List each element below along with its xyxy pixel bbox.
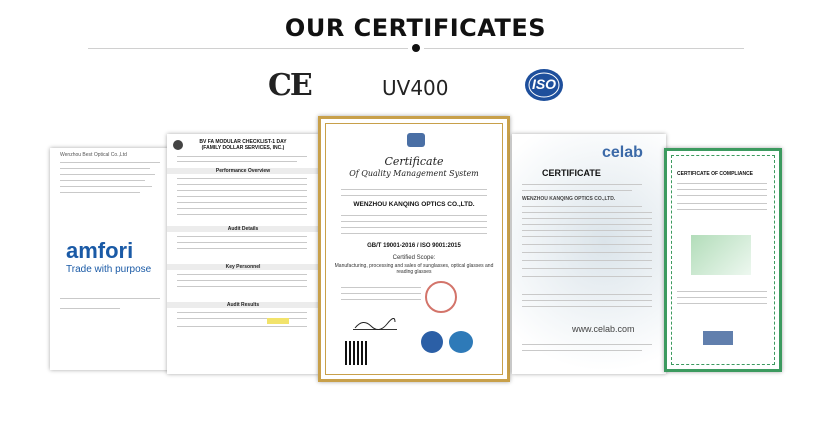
title-divider-left — [88, 48, 408, 49]
title-divider-right — [424, 48, 744, 49]
iaf-logo-icon — [421, 331, 443, 353]
certificate-amfori — [50, 148, 170, 370]
celab-company: WENZHOU KANQING OPTICS CO.,LTD. — [522, 196, 616, 202]
iso-company: WENZHOU KANQING OPTICS CO.,LTD. — [353, 201, 475, 208]
bv-title: BV FA MODULAR CHECKLIST-1 DAY — [199, 139, 287, 145]
certificate-celab — [512, 134, 666, 374]
bv-section-performance: Performance Overview — [167, 168, 319, 174]
bv-logo-icon — [173, 140, 183, 150]
certificate-iso — [318, 116, 510, 382]
ec-watermark — [691, 235, 751, 275]
page-title: OUR CERTIFICATES — [284, 14, 547, 42]
amfori-logo: amfori — [66, 238, 134, 263]
uv400-label: UV400 — [382, 76, 449, 100]
bv-section-results: Audit Results — [167, 302, 319, 308]
celab-url: www.celab.com — [572, 324, 635, 334]
iso-red-stamp — [425, 281, 457, 313]
bv-section-audit: Audit Details — [167, 226, 319, 232]
iso-emblem-icon — [407, 133, 425, 147]
iso-scope-label: Certified Scope: — [392, 255, 436, 261]
bv-highlight — [267, 318, 289, 324]
bv-subtitle: (FAMILY DOLLAR SERVICES, INC.) — [201, 145, 285, 151]
iso-standard: GB/T 19001-2016 / ISO 9001:2015 — [367, 243, 461, 249]
ce-mark: CE — [268, 68, 311, 103]
iso-cert-subtitle: Of Quality Management System — [349, 169, 479, 178]
cnas-logo-icon — [449, 331, 473, 353]
amfori-tagline: Trade with purpose — [66, 264, 152, 275]
iso-logo — [524, 68, 564, 107]
iso-cert-title: Certificate — [384, 155, 444, 168]
certificate-ec — [664, 148, 782, 372]
certificate-bv — [167, 134, 319, 374]
iso-scope-text: Manufacturing, processing and sales of sunglasses, optical glasses and reading glasses — [334, 263, 494, 275]
title-dot — [412, 44, 420, 52]
amfori-company: Wenzhou Best Optical Co.,Ltd — [60, 152, 127, 158]
bv-section-personnel: Key Personnel — [167, 264, 319, 270]
ec-stamp — [703, 331, 733, 345]
qr-code-icon — [345, 341, 369, 365]
ec-title: CERTIFICATE OF COMPLIANCE — [677, 171, 754, 177]
celab-logo: celab — [602, 144, 643, 161]
celab-title: CERTIFICATE — [542, 168, 601, 178]
iso-logo-text: ISO — [531, 76, 557, 92]
iso-signature — [353, 317, 397, 330]
